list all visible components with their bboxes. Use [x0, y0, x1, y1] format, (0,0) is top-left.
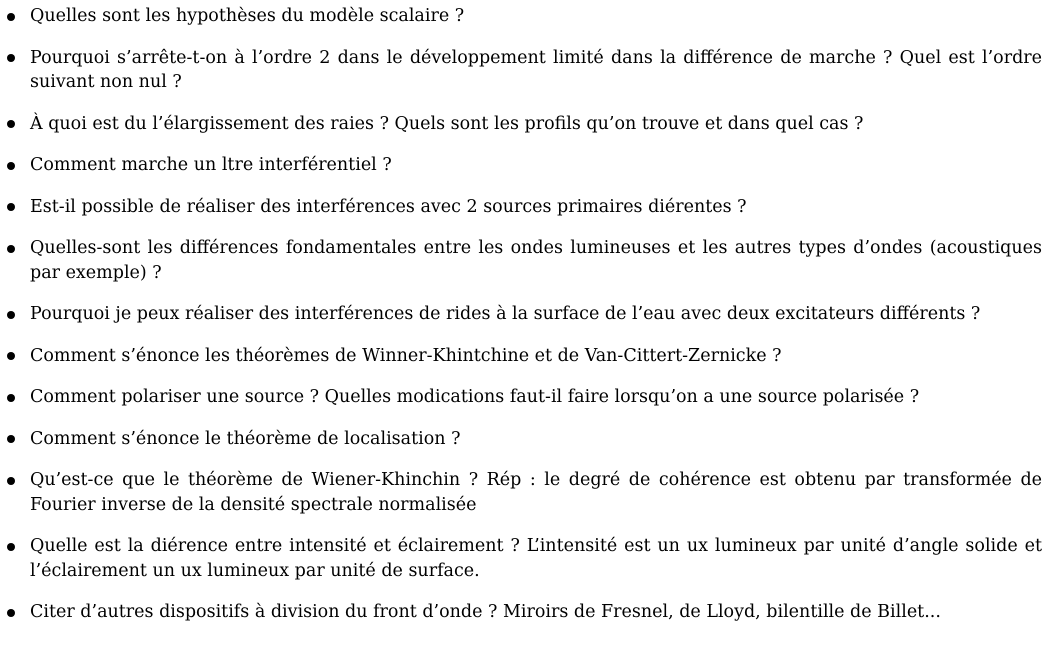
list-item: [30, 195, 1042, 220]
list-item: [30, 4, 1042, 29]
question-text: Comment s’énonce les théorèmes de Winner-Khintchine et de Van-Cittert-Zernicke ?: [30, 345, 782, 366]
question-text: Pourquoi je peux réaliser des interférences de rides à la surface de l’eau avec deux excitateurs différents ?: [30, 304, 981, 324]
list-item: [30, 534, 1042, 583]
list-item: [30, 600, 1042, 625]
question-text: Comment s’énonce le théorème de localisation ?: [30, 428, 461, 449]
bullet-icon: [7, 477, 15, 485]
list-item: [30, 385, 1042, 410]
question-text: Pourquoi s’arrête-t-on à l’ordre 2 dans le développement limité dans la différence de marche ? Quel est l’ordre suivant non nul ?: [30, 47, 1042, 92]
bullet-icon: [7, 394, 15, 402]
bullet-icon: [7, 203, 15, 211]
list-item: [30, 344, 1042, 369]
question-text: Quelles-sont les différences fondamentales entre les ondes lumineuses et les autres types d’ondes (acoustiques par exemple) ?: [30, 238, 1042, 283]
bullet-icon: [7, 162, 15, 170]
list-item: [30, 153, 1042, 178]
question-text: Quelle est la diérence entre intensité et éclairement ? L’intensité est un ux lumineux par unité d’angle solide et l’éclairement un ux lumineux par unité de surface.: [30, 536, 1042, 581]
bullet-icon: [7, 245, 15, 253]
question-text: À quoi est du l’élargissement des raies ? Quels sont les profils qu’on trouve et dans quel cas ?: [30, 113, 864, 134]
bullet-icon: [7, 352, 15, 360]
list-item: [30, 302, 1042, 327]
question-text: Citer d’autres dispositifs à division du front d’onde ? Miroirs de Fresnel, de Lloyd, bilentille de Billet...: [30, 602, 941, 622]
bullet-icon: [7, 609, 15, 617]
bullet-icon: [7, 311, 15, 319]
list-item: [30, 468, 1042, 517]
list-item: [30, 112, 1042, 137]
question-text: Quelles sont les hypothèses du modèle scalaire ?: [30, 6, 465, 26]
question-text: Comment marche un ltre interférentiel ?: [30, 155, 392, 175]
list-item: [30, 236, 1042, 285]
bullet-icon: [7, 54, 15, 62]
question-text: Comment polariser une source ? Quelles modications faut-il faire lorsqu’on a une source polarisée ?: [30, 387, 920, 407]
bullet-icon: [7, 120, 15, 128]
list-item: [30, 427, 1042, 452]
bullet-icon: [7, 543, 15, 551]
bullet-icon: [7, 13, 15, 21]
question-list: [0, 4, 1062, 642]
question-text: Qu’est-ce que le théorème de Wiener-Khinchin ? Rép : le degré de cohérence est obtenu par transformée de Fourier inverse de la densité spectrale normalisée: [30, 470, 1042, 515]
question-text: Est-il possible de réaliser des interférences avec 2 sources primaires diérentes ?: [30, 196, 747, 217]
list-item: [30, 46, 1042, 95]
bullet-icon: [7, 435, 15, 443]
